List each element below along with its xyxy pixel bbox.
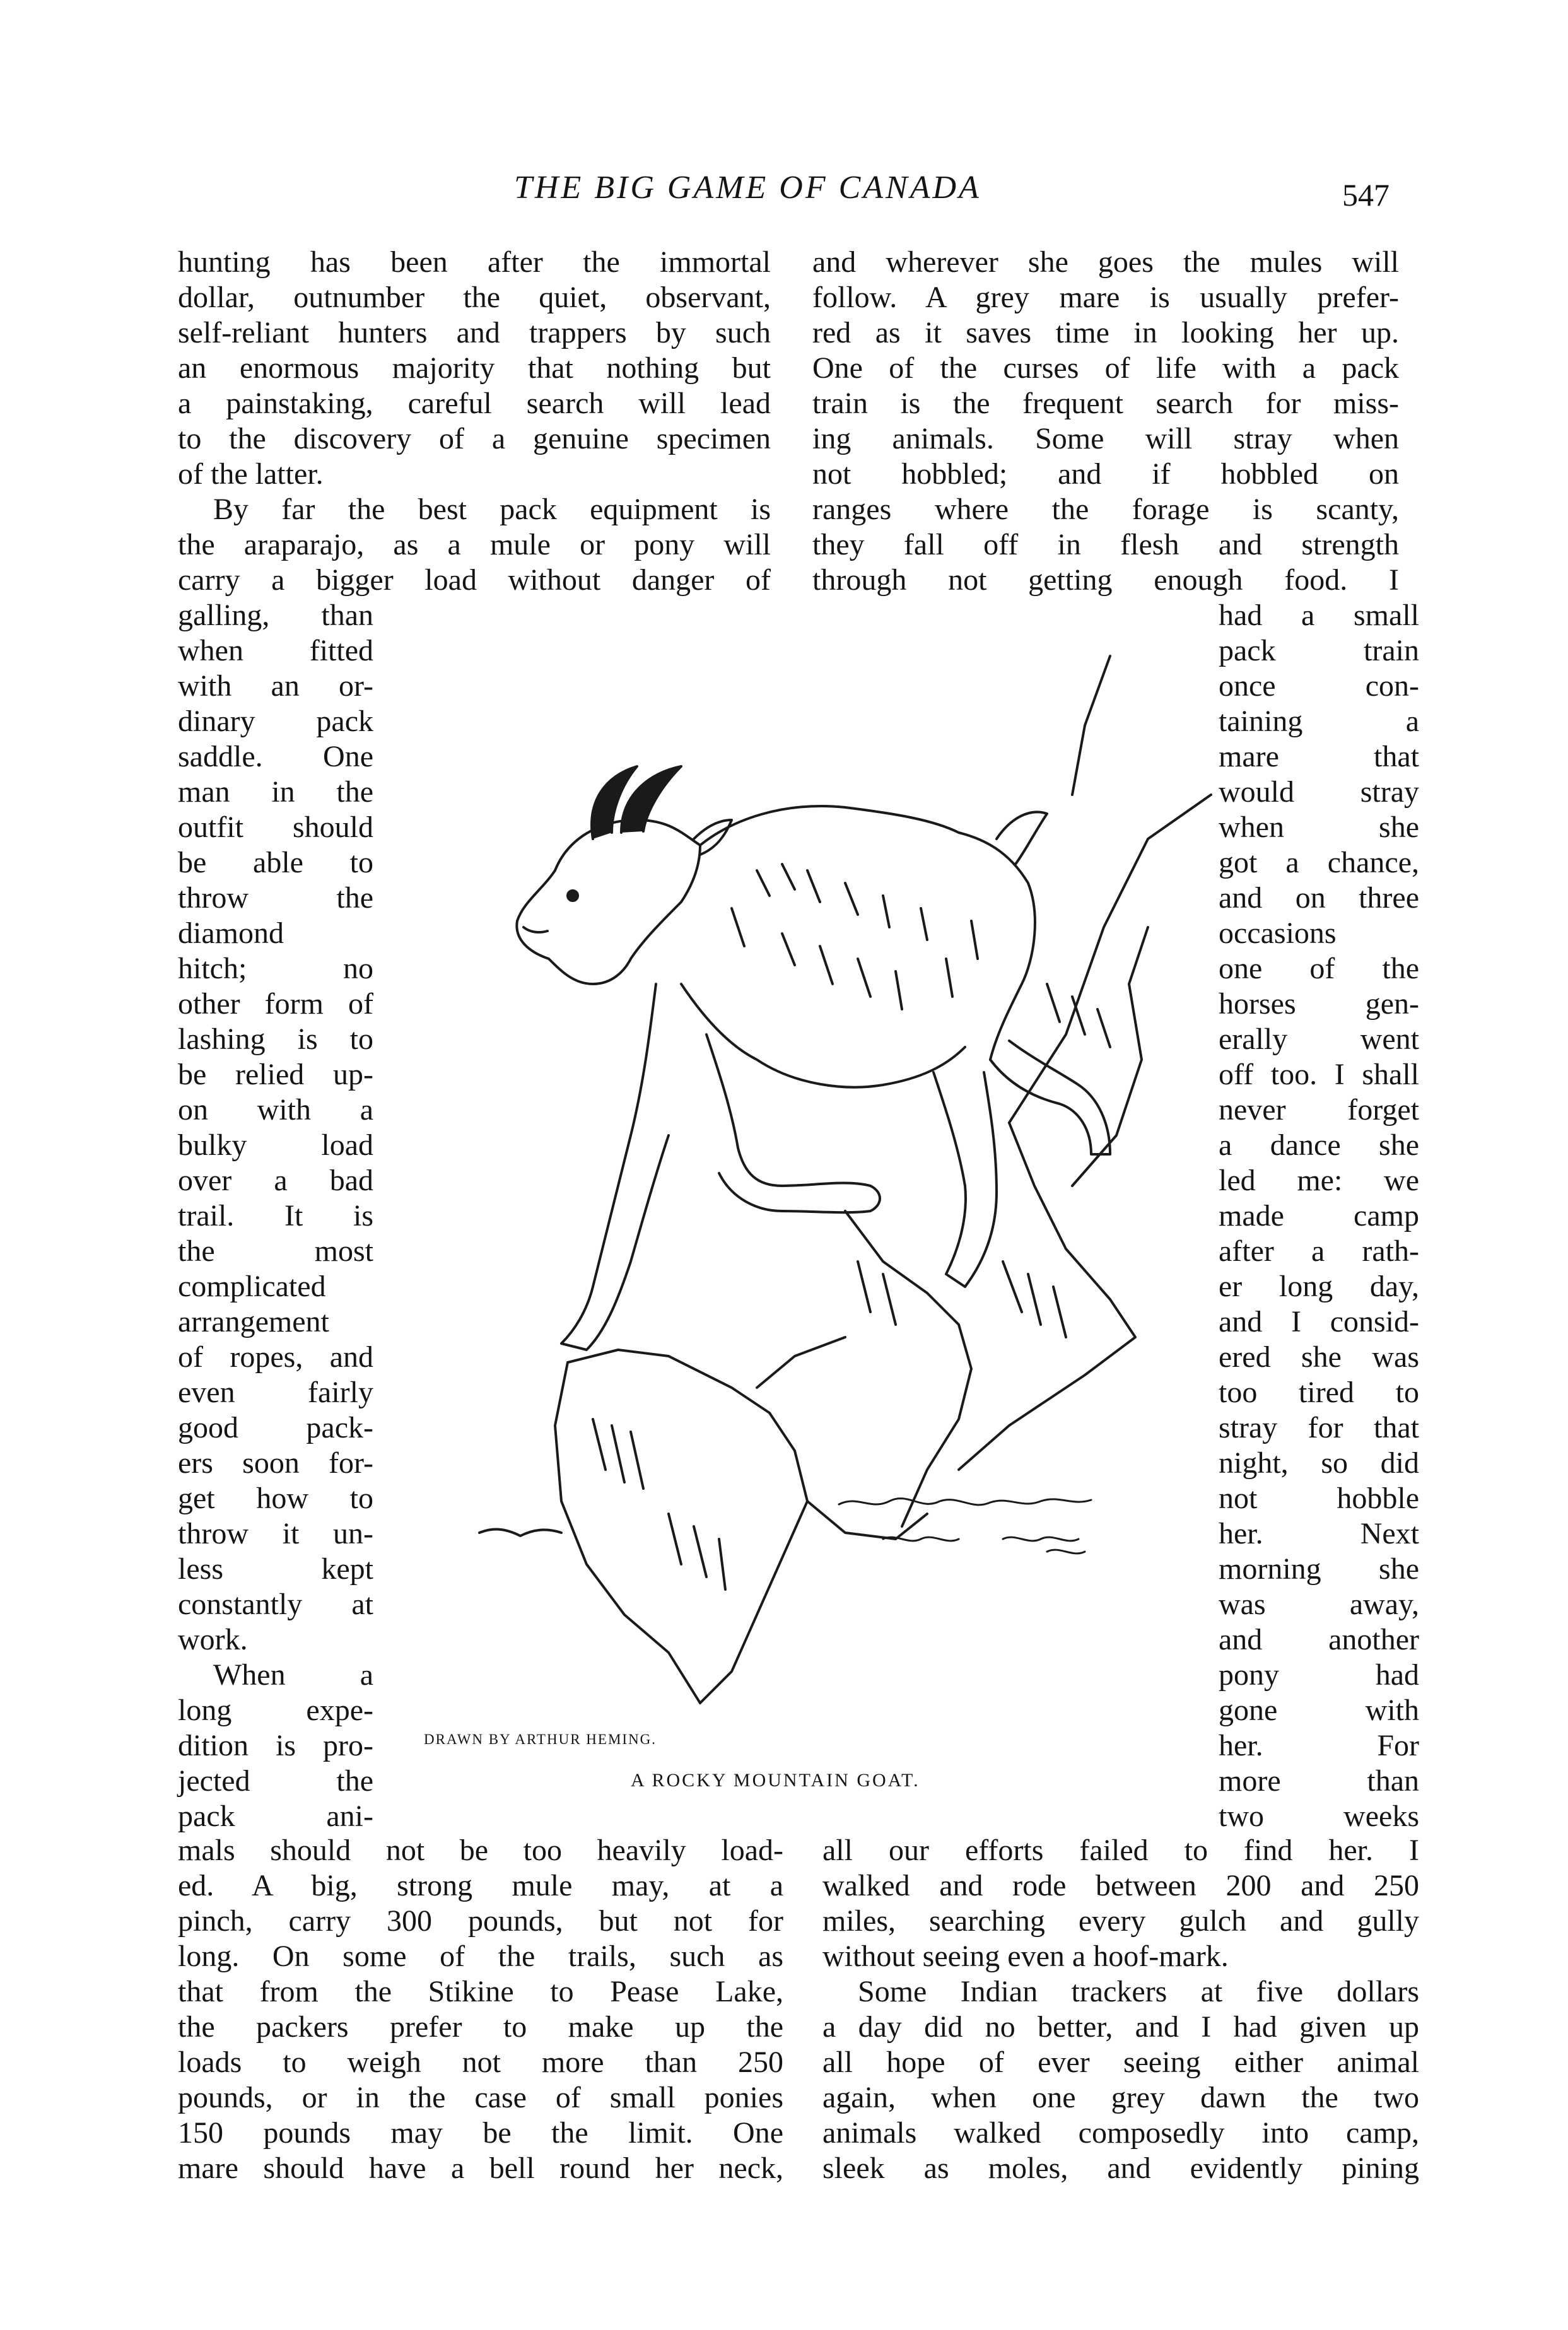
right-column-narrow	[1219, 598, 1419, 1834]
text-line: an enormous majority that nothing but	[178, 351, 771, 385]
text-line: on with a	[178, 1093, 373, 1127]
text-line: of the latter.	[178, 457, 324, 491]
text-line: not hobble	[1219, 1482, 1419, 1515]
goat-head	[517, 845, 700, 984]
text-line: was away,	[1219, 1588, 1419, 1621]
text-line: er long day,	[1219, 1270, 1419, 1303]
text-line: over a bad	[178, 1164, 373, 1197]
text-line: One of the curses of life with a pack	[812, 351, 1399, 385]
text-line: arrangement	[178, 1305, 329, 1338]
text-line: animals walked composedly into camp,	[822, 2116, 1419, 2150]
artist-signature	[839, 1499, 1091, 1554]
cliff-line	[1072, 656, 1110, 795]
text-line: had a small	[1219, 599, 1419, 632]
text-line: that from the Stikine to Pease Lake,	[178, 1975, 783, 2008]
text-line: stray for that	[1219, 1411, 1419, 1444]
text-line: other form of	[178, 987, 373, 1021]
text-line: By far the best pack equipment is	[213, 493, 771, 526]
text-line: occasions	[1219, 916, 1337, 950]
text-line: erally went	[1219, 1022, 1419, 1056]
text-line: throw the	[178, 881, 373, 915]
text-line: made camp	[1219, 1199, 1419, 1232]
text-line: ranges where the forage is scanty,	[812, 493, 1399, 526]
text-line: mals should not be too heavily load-	[178, 1834, 783, 1867]
text-line: the araparajo, as a mule or pony will	[178, 528, 771, 561]
text-line: and wherever she goes the mules will	[812, 245, 1399, 279]
text-line: again, when one grey dawn the two	[822, 2081, 1419, 2114]
text-line: with an or-	[178, 669, 373, 703]
text-line: When a	[213, 1658, 373, 1692]
text-line: more than	[1219, 1764, 1419, 1798]
text-line: mare should have a bell round her neck,	[178, 2151, 783, 2185]
text-line: constantly at	[178, 1588, 373, 1621]
text-line: and I consid-	[1219, 1305, 1419, 1338]
text-line: when she	[1219, 811, 1419, 844]
text-line: led me: we	[1219, 1164, 1419, 1197]
text-line: long expe-	[178, 1694, 373, 1727]
text-line: walked and rode between 200 and 250	[822, 1869, 1419, 1902]
text-line: the most	[178, 1234, 373, 1268]
text-line: throw it un-	[178, 1517, 373, 1550]
text-line: a day did no better, and I had given up	[822, 2010, 1419, 2044]
text-line: complicated	[178, 1270, 326, 1303]
text-line: never forget	[1219, 1093, 1419, 1127]
left-column-top	[178, 245, 771, 598]
text-line: pack ani-	[178, 1800, 373, 1833]
text-line: the packers prefer to make up the	[178, 2010, 783, 2044]
text-line: one of the	[1219, 952, 1419, 985]
text-line: mare that	[1219, 740, 1419, 773]
text-line: dinary pack	[178, 705, 373, 738]
left-column-narrow	[178, 598, 373, 1834]
text-line: self-reliant hunters and trappers by such	[178, 316, 771, 349]
text-line: when fitted	[178, 634, 373, 667]
text-line: man in the	[178, 775, 373, 809]
text-line: get how to	[178, 1482, 373, 1515]
text-line: jected the	[178, 1764, 373, 1798]
text-line: be relied up-	[178, 1058, 373, 1091]
text-line: dollar, outnumber the quiet, observant,	[178, 281, 771, 314]
text-line: ered she was	[1219, 1340, 1419, 1374]
illustration-credit: DRAWN BY ARTHUR HEMING.	[424, 1731, 657, 1747]
text-line: red as it saves time in looking her up.	[812, 316, 1399, 349]
text-line: hitch; no	[178, 952, 373, 985]
text-line: all hope of ever seeing either animal	[822, 2046, 1419, 2079]
text-line: pinch, carry 300 pounds, but not for	[178, 1904, 783, 1938]
left-column-bottom	[178, 1833, 783, 2186]
text-line: a painstaking, careful search will lead	[178, 387, 771, 420]
text-line: dition is pro-	[178, 1729, 373, 1762]
running-head: THE BIG GAME OF CANADA	[514, 170, 981, 206]
text-line: her. Next	[1219, 1517, 1419, 1550]
text-line: and on three	[1219, 881, 1419, 915]
page-number: 547	[1342, 177, 1390, 213]
text-line: too tired to	[1219, 1376, 1419, 1409]
bird-sketch	[479, 1530, 561, 1536]
text-line: ers soon for-	[178, 1446, 373, 1480]
text-line: Some Indian trackers at five dollars	[858, 1975, 1419, 2008]
text-line: night, so did	[1219, 1446, 1419, 1480]
right-column-top	[812, 245, 1399, 598]
text-line: a dance she	[1219, 1128, 1419, 1162]
text-line: lashing is to	[178, 1022, 373, 1056]
text-line: even fairly	[178, 1376, 373, 1409]
text-line: hunting has been after the immortal	[178, 245, 771, 279]
text-line: galling, than	[178, 599, 373, 632]
text-line: would stray	[1219, 775, 1419, 809]
text-line: two weeks	[1219, 1800, 1419, 1833]
text-line: pony had	[1219, 1658, 1419, 1692]
text-line: all our efforts failed to find her. I	[822, 1834, 1419, 1867]
text-line: long. On some of the trails, such as	[178, 1940, 783, 1973]
text-line: 150 pounds may be the limit. One	[178, 2116, 783, 2150]
illustration-caption: A ROCKY MOUNTAIN GOAT.	[631, 1770, 920, 1791]
text-line: diamond	[178, 916, 284, 950]
text-line: bulky load	[178, 1128, 373, 1162]
text-line: loads to weigh not more than 250	[178, 2046, 783, 2079]
text-line: after a rath-	[1219, 1234, 1419, 1268]
text-line: carry a bigger load without danger of	[178, 563, 771, 597]
text-line: good pack-	[178, 1411, 373, 1444]
text-line: not hobbled; and if hobbled on	[812, 457, 1399, 491]
text-line: taining a	[1219, 705, 1419, 738]
text-line: follow. A grey mare is usually prefer-	[812, 281, 1399, 314]
text-line: gone with	[1219, 1694, 1419, 1727]
text-line: ed. A big, strong mule may, at a	[178, 1869, 783, 1902]
text-line: sleek as moles, and evidently pining	[822, 2151, 1419, 2185]
text-line: off too. I shall	[1219, 1058, 1419, 1091]
text-line: saddle. One	[178, 740, 373, 773]
text-line: and another	[1219, 1623, 1419, 1656]
text-line: her. For	[1219, 1729, 1419, 1762]
text-line: outfit should	[178, 811, 373, 844]
mountain-goat-illustration	[404, 631, 1224, 1728]
text-line: to the discovery of a genuine specimen	[178, 422, 771, 455]
text-line: of ropes, and	[178, 1340, 373, 1374]
text-line: ing animals. Some will stray when	[812, 422, 1399, 455]
text-line: pounds, or in the case of small ponies	[178, 2081, 783, 2114]
text-line: horses gen-	[1219, 987, 1419, 1021]
text-line: through not getting enough food. I	[812, 563, 1399, 597]
text-line: miles, searching every gulch and gully	[822, 1904, 1419, 1938]
text-line: pack train	[1219, 634, 1419, 667]
text-line: train is the frequent search for miss-	[812, 387, 1399, 420]
text-line: trail. It is	[178, 1199, 373, 1232]
text-line: they fall off in flesh and strength	[812, 528, 1399, 561]
text-line: work.	[178, 1623, 248, 1656]
text-line: once con-	[1219, 669, 1419, 703]
text-line: less kept	[178, 1552, 373, 1586]
text-line: got a chance,	[1219, 846, 1419, 879]
text-line: morning she	[1219, 1552, 1419, 1586]
right-column-bottom	[822, 1833, 1419, 2186]
goat-back	[555, 806, 1035, 1060]
text-line: without seeing even a hoof-mark.	[822, 1940, 1229, 1973]
text-line: be able to	[178, 846, 373, 879]
